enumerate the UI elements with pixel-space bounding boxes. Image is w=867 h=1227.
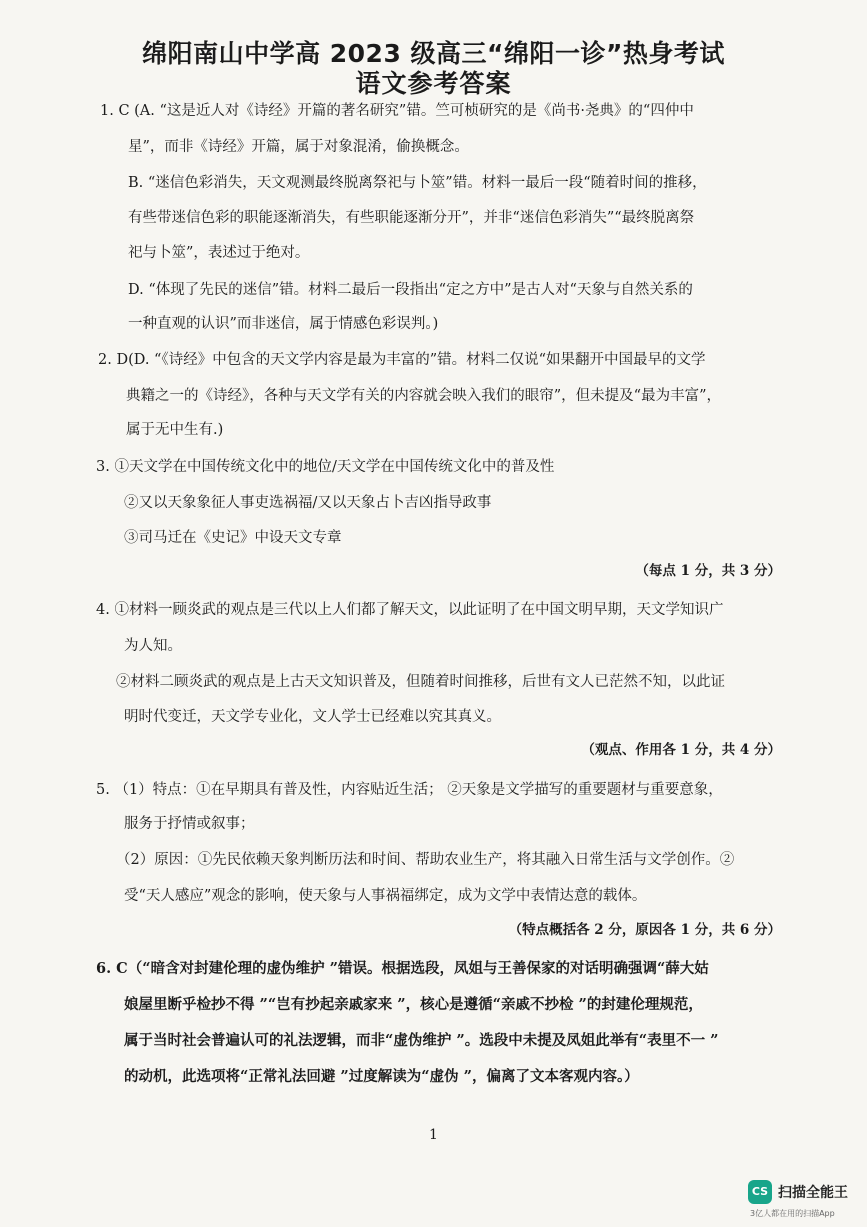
q1-line-1: 1. C (A. “这是近人对《诗经》开篇的著名研究”错。竺可桢研究的是《尚书·尧典》的“四仲中 [100, 103, 694, 119]
q2-line-2: 典籍之一的《诗经》，各种与天文学有关的内容就会映入我们的眼帘”，但未提及“最为丰富”， [126, 388, 721, 404]
q3-score-note: （每点 1 分，共 3 分） [635, 563, 781, 579]
q4-line-4: 明时代变迁，天文学专业化，文人学士已经难以究其真义。 [124, 709, 501, 725]
q5-line-3: （2）原因：①先民依赖天象判断历法和时间、帮助农业生产，将其融入日常生活与文学创作。② [116, 852, 735, 868]
q1-line-4: 有些带迷信色彩的职能逐渐消失，有些职能逐渐分开”，并非“迷信色彩消失”“最终脱离祭 [128, 210, 695, 226]
q4-line-3: ②材料二顾炎武的观点是上古天文知识普及，但随着时间推移，后世有文人已茫然不知，以此证 [116, 674, 725, 690]
q1-line-3: B. “迷信色彩消失，天文观测最终脱离祭祀与卜筮”错。材料一最后一段“随着时间的推移， [128, 175, 707, 191]
q3-line-2: ②又以天象象征人事吏选祸福/又以天象占卜吉凶指导政事 [124, 495, 492, 511]
q2-line-3: 属于无中生有.) [126, 422, 224, 438]
camscanner-icon: CS [748, 1180, 772, 1204]
q6-line-3: 属于当时社会普遍认可的礼法逻辑，而非“虚伪维护 ”。选段中未提及凤姐此举有“表里不一 ” [124, 1032, 719, 1049]
q5-line-4: 受“天人感应”观念的影响，使天象与人事祸福绑定，成为文学中表情达意的载体。 [124, 888, 647, 904]
q5-line-2: 服务于抒情或叙事； [124, 816, 255, 832]
q1-line-6: D. “体现了先民的迷信”错。材料二最后一段指出“定之方中”是古人对“天象与自然关系的 [128, 282, 693, 298]
q6-line-4: 的动机，此选项将“正常礼法回避 ”过度解读为“虚伪 ”，偏离了文本客观内容。） [124, 1068, 639, 1085]
q1-line-2: 星”，而非《诗经》开篇，属于对象混淆，偷换概念。 [128, 139, 469, 155]
page-number: 1 [429, 1127, 438, 1143]
document-subtitle: 语文参考答案 [355, 69, 512, 98]
scanner-app-tagline: 3亿人都在用的扫描App [750, 1209, 835, 1218]
q5-score-note: （特点概括各 2 分，原因各 1 分，共 6 分） [508, 922, 781, 938]
q4-score-note: （观点、作用各 1 分，共 4 分） [581, 742, 781, 758]
q1-line-5: 祀与卜筮”，表述过于绝对。 [128, 245, 310, 261]
q5-line-1: 5. （1）特点：①在早期具有普及性，内容贴近生活； ②天象是文学描写的重要题材与重要意象， [96, 782, 723, 798]
q3-line-3: ③司马迁在《史记》中设天文专章 [124, 530, 342, 546]
q6-line-1: 6. C（“暗含对封建伦理的虚伪维护 ”错误。根据选段，凤姐与王善保家的对话明确强调“薛大姑 [96, 960, 709, 977]
q1-line-7: 一种直观的认识”而非迷信，属于情感色彩误判。) [128, 316, 439, 332]
document-title: 绵阳南山中学高 2023 级高三“绵阳一诊”热身考试 [142, 39, 725, 68]
q4-line-1: 4. ①材料一顾炎武的观点是三代以上人们都了解天文，以此证明了在中国文明早期，天文学知识广 [96, 602, 724, 618]
q2-line-1: 2. D(D. “《诗经》中包含的天文学内容是最为丰富的”错。材料二仅说“如果翻开中国最早的文学 [98, 352, 706, 368]
q4-line-2: 为人知。 [124, 638, 182, 654]
scanner-app-watermark [748, 1180, 858, 1220]
q3-line-1: 3. ①天文学在中国传统文化中的地位/天文学在中国传统文化中的普及性 [96, 459, 555, 475]
q6-line-2: 娘屋里断乎检抄不得 ”“岂有抄起亲戚家来 ”，核心是遵循“亲戚不抄检 ”的封建伦理规范， [124, 996, 703, 1013]
scanner-app-name: 扫描全能王 [778, 1185, 848, 1201]
